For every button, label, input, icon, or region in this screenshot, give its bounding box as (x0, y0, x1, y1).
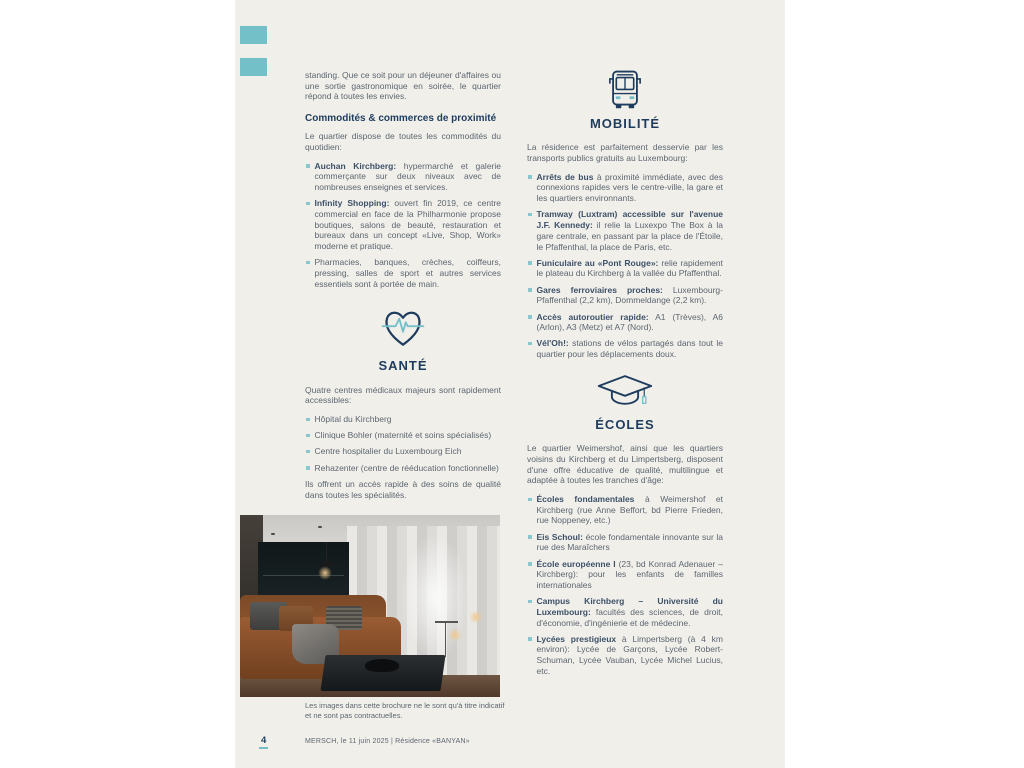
commodites-intro: Le quartier dispose de toutes les commodités du quotidien: (305, 131, 501, 152)
bullet-square-icon (528, 535, 532, 539)
photo-caption: Les images dans cette brochure ne le sont qu'à titre indicatif et ne sont pas contractuelles. (305, 701, 505, 721)
list-item (527, 285, 723, 306)
mobilite-list (527, 172, 723, 360)
pendant-light-glow (318, 566, 332, 580)
bullet-square-icon (306, 164, 310, 168)
bullet-text (315, 198, 502, 252)
bullet-rest: Pharmacies, banques, crèches, coiffeurs, pressing, salles de sport et autres services essentiels sont à portée de main. (314, 257, 501, 289)
list-item (305, 198, 501, 252)
side-table (435, 621, 458, 623)
graduation-cap-icon (595, 373, 655, 413)
bullet-text (537, 172, 724, 204)
bullet-rest: A1 (Trèves), A6 (Arlon), A3 (Metz) et A7 (Nord). (536, 311, 723, 333)
bullet-text (537, 494, 724, 526)
bullet-lead: Écoles fondamentales (536, 494, 635, 505)
bullet-rest: Hôpital du Kirchberg (314, 414, 392, 425)
commodites-list (305, 161, 501, 290)
list-item (527, 209, 723, 252)
bullet-square-icon (528, 261, 532, 265)
floor-lamp-glow (469, 610, 483, 624)
bullet-text (315, 161, 502, 193)
ecoles-list (527, 494, 723, 677)
bullet-square-icon (528, 562, 532, 566)
bullet-text (537, 596, 724, 628)
bullet-lead: Lycées prestigieux (536, 633, 617, 644)
bullet-lead: Vél'Oh!: (536, 338, 569, 349)
list-item (527, 532, 723, 553)
bullet-square-icon (528, 175, 532, 179)
photo-shelf-line (263, 575, 344, 576)
bullet-rest: Luxembourg-Pfaffenthal (2,2 km), Dommeldange (2,2 km). (536, 284, 723, 306)
bullet-rest: à proximité immédiate, avec des connexions rapides vers le centre-ville, la gare et les quartiers environnants. (536, 171, 724, 204)
bullet-square-icon (528, 213, 532, 217)
list-item (527, 634, 723, 677)
list-item (527, 596, 723, 628)
commodites-heading: Commodités & commerces de proximité (305, 113, 497, 125)
table-bowl (365, 659, 399, 672)
heart-pulse-icon (377, 302, 429, 354)
bullet-text (315, 463, 502, 474)
bullet-text (537, 559, 724, 591)
bullet-text (537, 634, 724, 677)
side-table-leg (445, 621, 446, 657)
bullet-lead: Funiculaire au «Pont Rouge»: (536, 257, 659, 268)
ceiling-spotlight (318, 526, 322, 528)
bullet-text (537, 532, 724, 553)
mobilite-intro: La résidence est parfaitement desservie par les transports publics gratuits au Luxembourg: (527, 142, 723, 164)
bullet-rest: hypermarché et galerie commerçante sur deux niveaux avec de nombreuses enseignes et services. (314, 160, 501, 192)
right-column (527, 58, 723, 682)
bullet-rest: relie rapidement le plateau du Kirchberg à la vallée du Pfaffenthal. (536, 257, 723, 279)
list-item (305, 463, 501, 474)
sante-list (305, 414, 501, 473)
bullet-lead: Arrêts de bus (536, 171, 594, 182)
bullet-lead: Tramway (Luxtram) accessible sur l'avenue J.F. Kennedy: (536, 209, 723, 231)
bullet-rest: à Limpertsberg (à 4 km environ): Lycée de Garçons, Lycée Robert-Schuman, Lycée Vauban, Lycée Michel Lucius, etc. (536, 633, 723, 676)
bullet-text (315, 430, 502, 441)
bullet-square-icon (306, 261, 310, 265)
ecoles-icon-wrap (527, 373, 723, 413)
list-item (527, 338, 723, 359)
bullet-rest: il relie la Luxexpo The Box à la gare centrale, en passant par la place de l'Étoile, le Pfaffenthal, la place de Paris, etc. (536, 220, 724, 252)
list-item (527, 559, 723, 591)
bullet-rest: Rehazenter (centre de rééducation fonctionnelle) (314, 462, 499, 473)
list-item (305, 257, 501, 289)
bullet-text (315, 414, 502, 425)
sante-outro: Ils offrent un accès rapide à des soins de qualité dans toutes les spécialités. (305, 478, 501, 500)
bullet-lead: Gares ferroviaires proches: (536, 284, 663, 295)
bullet-lead: Eis Schoul: (536, 531, 583, 542)
mobilite-heading: MOBILITÉ (589, 116, 661, 131)
table-lamp-glow (448, 628, 462, 642)
accent-square-icon (240, 58, 267, 76)
photo-window-light (401, 533, 469, 660)
page-number: 4 (259, 735, 268, 749)
list-item (527, 312, 723, 333)
brochure-page (235, 0, 785, 768)
ecoles-heading: ÉCOLES (595, 416, 655, 432)
bullet-rest: stations de vélos partagés dans tout le quartier pour les déplacements doux. (536, 338, 723, 360)
interior-photo (240, 515, 500, 697)
bullet-square-icon (306, 202, 310, 206)
bullet-lead: Auchan Kirchberg: (314, 160, 397, 171)
bullet-square-icon (528, 637, 532, 641)
bullet-text (537, 258, 724, 279)
bullet-rest: Centre hospitalier du Luxembourg Eich (314, 446, 462, 457)
list-item (305, 430, 501, 441)
intro-paragraph: standing. Que ce soit pour un déjeuner d'affaires ou une sortie gastronomique en soirée, le quartier répond à toutes les envies. (305, 70, 501, 102)
bullet-text (537, 312, 724, 333)
bullet-square-icon (528, 288, 532, 292)
bullet-text (537, 285, 724, 306)
list-item (527, 258, 723, 279)
bullet-text (537, 338, 724, 359)
bullet-rest: facultés des sciences, de droit, d'économie, d'ingénierie et de médecine. (536, 606, 723, 628)
bullet-square-icon (306, 434, 310, 438)
bullet-rest: à Weimershof et Kirchberg (rue Anne Beffort, bd Pierre Frieden, rue Noppeney, etc.) (536, 494, 723, 526)
bullet-square-icon (306, 450, 310, 454)
list-item (305, 446, 501, 457)
footer-text: MERSCH, le 11 juin 2025 | Résidence «BANYAN» (305, 738, 470, 745)
list-item (305, 161, 501, 193)
left-column (305, 70, 501, 508)
bullet-lead: Campus Kirchberg – Université du Luxembourg: (536, 596, 723, 617)
bullet-rest: Clinique Bohler (maternité et soins spécialisés) (314, 430, 492, 441)
bullet-lead: Accès autoroutier rapide: (536, 311, 649, 322)
bullet-text (315, 257, 502, 289)
list-item (527, 494, 723, 526)
bullet-rest: (23, bd Konrad Adenauer – Kirchberg): pour les enfants de familles internationales (536, 558, 723, 590)
bullet-square-icon (528, 342, 532, 346)
sante-intro: Quatre centres médicaux majeurs sont rapidement accessibles: (305, 384, 501, 406)
bullet-lead: Infinity Shopping: (314, 198, 390, 209)
bullet-text (315, 446, 502, 457)
bullet-square-icon (528, 498, 532, 502)
bullet-lead: École européenne I (536, 558, 616, 569)
bullet-square-icon (306, 466, 310, 470)
mobilite-icon-wrap (527, 66, 723, 112)
bullet-square-icon (528, 315, 532, 319)
pendant-light-cord (326, 542, 327, 562)
bullet-square-icon (528, 600, 532, 604)
list-item (305, 414, 501, 425)
sante-icon-wrap (305, 302, 501, 354)
accent-square-icon (240, 26, 267, 44)
bullet-rest: ouvert fin 2019, ce centre commercial en face de la Philharmonie propose boutiques, salons de beauté, restauration et bureaux dans un concept «Live, Shop, Work» moderne et pratique. (314, 198, 502, 251)
sante-heading: SANTÉ (378, 358, 428, 374)
ecoles-intro: Le quartier Weimershof, ainsi que les quartiers voisins du Kirchberg et du Limpertsberg, disposent d'une offre éducative de qualité, multilingue et adaptée à toutes les tranches d'âge: (527, 443, 723, 486)
bus-icon (603, 66, 647, 112)
bullet-text (537, 209, 724, 252)
list-item (527, 172, 723, 204)
bullet-rest: école fondamentale innovante sur la rue des Maraîchers (536, 531, 723, 553)
bullet-square-icon (306, 418, 310, 422)
